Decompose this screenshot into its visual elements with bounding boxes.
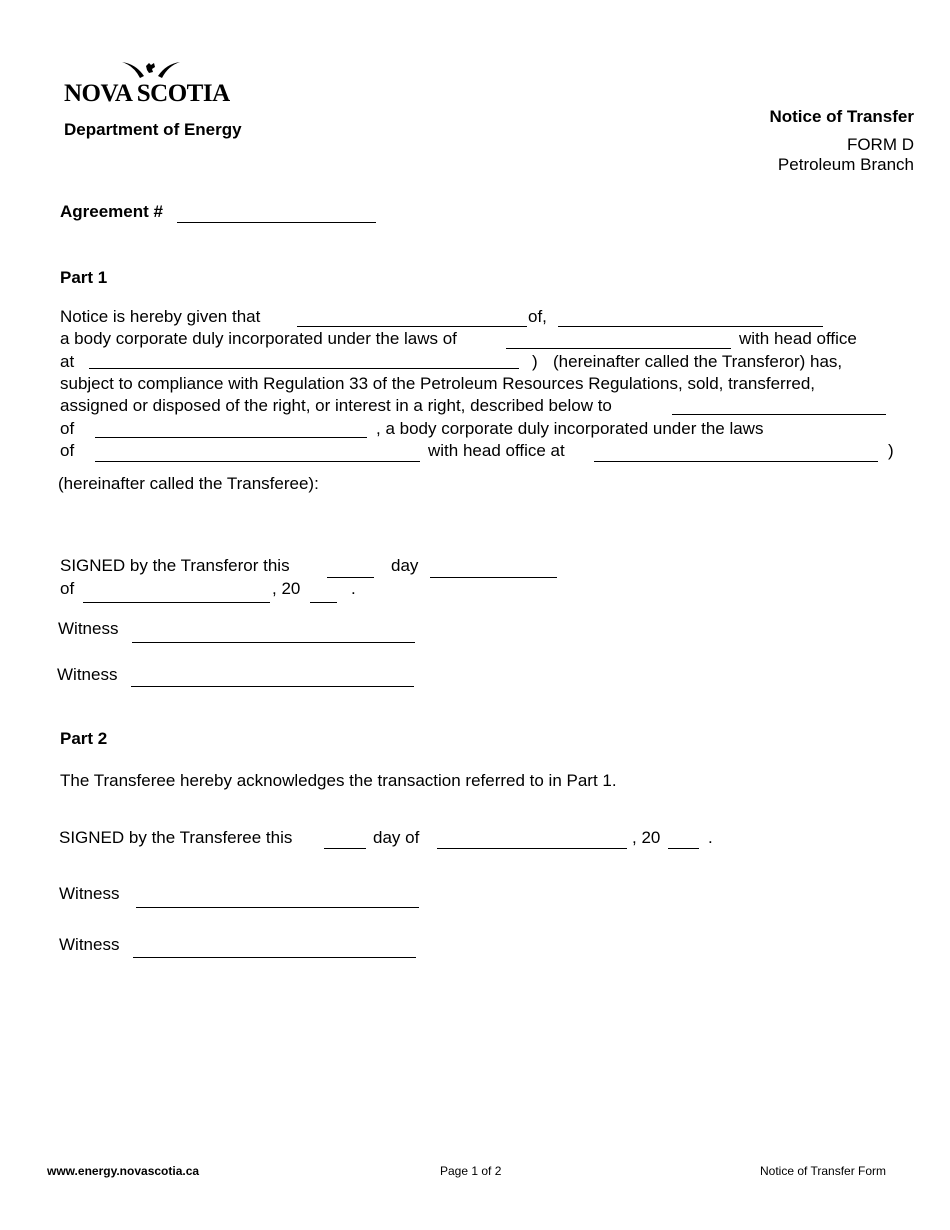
form-code: FORM D [846,135,914,154]
part2-ack-text: The Transferee hereby acknowledges the transaction referred to in Part 1. [60,771,617,790]
logo-wordmark: NOVA SCOTIA [64,80,230,107]
part1-line3-paren: ) [532,352,538,371]
footer-form-name: Notice of Transfer Form [760,1164,887,1178]
transferor-name-field[interactable] [297,310,527,327]
transferee-jurisdiction-field[interactable] [95,445,420,462]
part2-heading: Part 2 [60,729,108,748]
part1-line8-text: (hereinafter called the Transferee): [58,474,319,493]
part1-line6-text: , a body corporate duly incorporated under the laws [376,419,764,438]
transferor-head-office-field[interactable] [89,352,519,369]
transferor-signed-month-field[interactable] [83,586,270,603]
transferee-signed-day-field[interactable] [324,832,366,849]
part1-line6-of: of [60,419,75,438]
transferee-witness2-label: Witness [59,935,120,954]
part1-line2-head-office: with head office [739,329,857,348]
transferee-witness1-field[interactable] [136,891,419,908]
transferor-of-field[interactable] [558,310,823,327]
part1-heading: Part 1 [60,268,108,287]
transferor-signed-day-label: day [391,556,419,575]
transferor-witness1-label: Witness [58,619,119,638]
branch-name: Petroleum Branch [777,155,914,174]
transferor-signed-year-prefix: , 20 [272,579,301,598]
transferee-name-field[interactable] [672,398,886,415]
transferor-signed-year-field[interactable] [310,586,337,603]
transferor-witness2-label: Witness [57,665,118,684]
transferee-signed-text: SIGNED by the Transferee this [59,828,293,847]
transferee-of-field[interactable] [95,421,367,438]
part1-line4-text: subject to compliance with Regulation 33 of the Petroleum Resources Regulations, sold, transferred, [60,374,816,393]
transferor-signed-period: . [351,579,356,598]
transferee-signed-year-prefix: , 20 [632,828,661,847]
agreement-number-field[interactable] [177,206,376,223]
transferor-signed-text: SIGNED by the Transferor this [60,556,290,575]
transferee-signed-period: . [708,828,713,847]
part1-line2-text: a body corporate duly incorporated under the laws of [60,329,457,348]
footer-page-number: Page 1 of 2 [440,1164,502,1178]
transferor-witness1-field[interactable] [132,626,415,643]
transferor-witness2-field[interactable] [131,670,414,687]
part1-line7-of: of [60,441,75,460]
agreement-label: Agreement # [60,202,163,221]
transferor-signed-of: of [60,579,75,598]
part1-line7-paren: ) [888,441,894,460]
nova-scotia-logo [64,60,234,106]
form-title: Notice of Transfer [769,107,914,126]
transferee-signed-dayof: day of [373,828,420,847]
part1-line7-head-office: with head office at [428,441,565,460]
footer-website: www.energy.novascotia.ca [47,1164,200,1178]
transferee-head-office-field[interactable] [594,445,878,462]
transferor-signed-day2-field[interactable] [430,561,557,578]
department-name: Department of Energy [64,120,242,139]
transferor-signed-day-field[interactable] [327,561,374,578]
part1-line1-of: of, [528,307,547,326]
transferee-witness2-field[interactable] [133,941,416,958]
transferee-witness1-label: Witness [59,884,120,903]
part1-line5-text: assigned or disposed of the right, or interest in a right, described below to [60,396,612,415]
transferee-signed-year-field[interactable] [668,832,699,849]
transferee-signed-month-field[interactable] [437,832,627,849]
part1-line1-text: Notice is hereby given that [60,307,261,326]
part1-line3-text: (hereinafter called the Transferor) has, [553,352,843,371]
transferor-jurisdiction-field[interactable] [506,332,731,349]
part1-line3-at: at [60,352,75,371]
